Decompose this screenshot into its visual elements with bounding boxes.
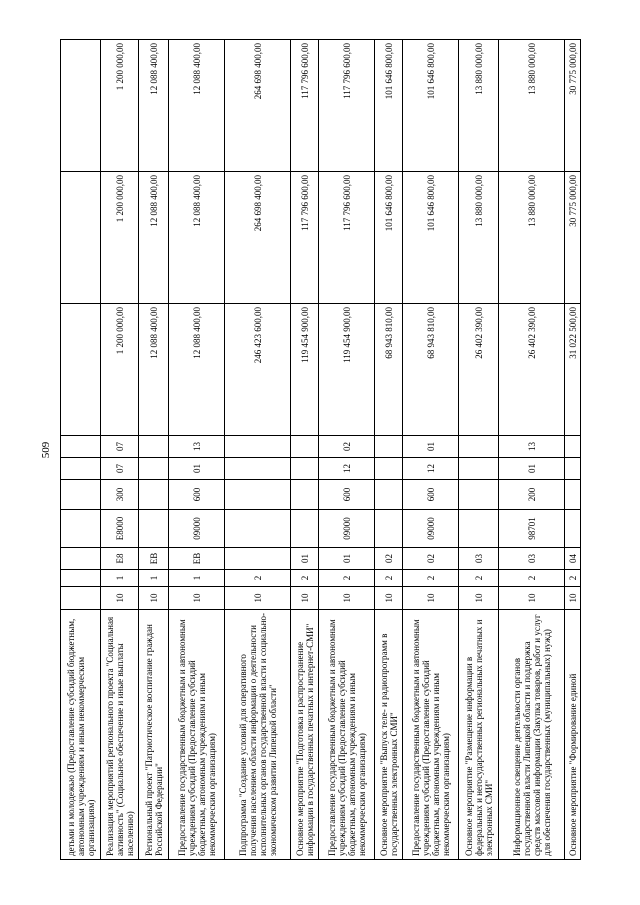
cell-subsection: 07 [101,436,139,458]
cell-code-direction [139,510,169,548]
cell-code-program: 10 [499,587,565,610]
cell-expense-type [565,480,581,510]
cell-amount-year-2: 12 088 400,00 [139,172,169,304]
cell-amount-year-1 [61,304,101,436]
cell-code-subprogram: 2 [565,570,581,587]
cell-subsection [375,436,403,458]
cell-item-name: Информационное освещение деятельности органов государственной власти Липецкой области и поддержка средств массовой информации (Закупка товаров, работ и услуг для обеспечения государственных (муниципальных) нужд) [499,610,565,860]
cell-amount-year-3: 1 200 000,00 [101,40,139,172]
cell-code-subprogram: 1 [139,570,169,587]
cell-amount-year-1: 12 088 400,00 [139,304,169,436]
cell-expense-type: 600 [169,480,225,510]
cell-amount-year-3: 101 646 800,00 [403,40,459,172]
cell-amount-year-2: 117 796 600,00 [319,172,375,304]
cell-code-event [61,548,101,570]
cell-section: 12 [403,458,459,480]
cell-amount-year-2: 12 088 400,00 [169,172,225,304]
cell-code-direction [459,510,499,548]
rotated-page-content [60,40,580,860]
cell-subsection [225,436,291,458]
cell-expense-type [225,480,291,510]
cell-section: 07 [101,458,139,480]
cell-expense-type [375,480,403,510]
cell-amount-year-3: 101 646 800,00 [375,40,403,172]
cell-amount-year-3: 117 796 600,00 [291,40,319,172]
cell-subsection [291,436,319,458]
cell-amount-year-3: 117 796 600,00 [319,40,375,172]
cell-code-program: 10 [319,587,375,610]
cell-item-name: Предоставление государственным бюджетным и автономным учреждениям субсидий (Предоставление субсидий бюджетным, автономным учреждениям и иным некоммерческим организациям) [403,610,459,860]
cell-amount-year-1: 31 022 500,00 [565,304,581,436]
cell-item-name: детьми и молодежью (Предоставление субсидий бюджетным, автономным учреждениям и иным некоммерческим организациям) [61,610,101,860]
cell-amount-year-1: 1 200 000,00 [101,304,139,436]
cell-code-direction [375,510,403,548]
table-row [291,40,319,860]
cell-amount-year-2: 117 796 600,00 [291,172,319,304]
cell-amount-year-2: 13 880 000,00 [499,172,565,304]
cell-subsection [139,436,169,458]
cell-code-direction: 09000 [403,510,459,548]
cell-code-event: 03 [499,548,565,570]
table-row [459,40,499,860]
table-row [101,40,139,860]
cell-subsection [565,436,581,458]
cell-amount-year-3 [61,40,101,172]
cell-amount-year-2: 101 646 800,00 [403,172,459,304]
cell-amount-year-3: 264 698 400,00 [225,40,291,172]
table-row [61,40,101,860]
cell-code-program: 10 [139,587,169,610]
cell-expense-type: 200 [499,480,565,510]
cell-code-subprogram: 2 [375,570,403,587]
cell-section [225,458,291,480]
budget-table [60,39,581,860]
cell-code-event: 02 [375,548,403,570]
cell-subsection: 13 [169,436,225,458]
cell-code-subprogram: 2 [499,570,565,587]
cell-code-event: Е8 [101,548,139,570]
cell-code-event: 01 [291,548,319,570]
cell-expense-type: 600 [319,480,375,510]
cell-code-subprogram: 2 [319,570,375,587]
table-row [499,40,565,860]
cell-expense-type [139,480,169,510]
cell-section [565,458,581,480]
cell-code-subprogram: 2 [403,570,459,587]
cell-item-name: Основное мероприятие "Выпуск теле- и радиопрограмм в государственных электронных СМИ" [375,610,403,860]
cell-amount-year-1: 68 943 810,00 [403,304,459,436]
cell-amount-year-3: 30 775 000,00 [565,40,581,172]
cell-item-name: Основное мероприятие "Подготовка и распространение информации в государственных печатных и интернет-СМИ" [291,610,319,860]
cell-code-event: ЕВ [139,548,169,570]
cell-amount-year-1: 26 402 390,00 [499,304,565,436]
cell-code-program: 10 [169,587,225,610]
cell-item-name: Региональный проект "Патриотическое воспитание граждан Российской Федерации" [139,610,169,860]
cell-code-subprogram [61,570,101,587]
cell-amount-year-1: 68 943 810,00 [375,304,403,436]
cell-amount-year-2: 30 775 000,00 [565,172,581,304]
cell-code-direction: Е8000 [101,510,139,548]
cell-code-direction [291,510,319,548]
cell-section [139,458,169,480]
cell-amount-year-2: 101 646 800,00 [375,172,403,304]
cell-expense-type [61,480,101,510]
budget-table-body [61,40,581,860]
table-row [319,40,375,860]
cell-code-event: 02 [403,548,459,570]
cell-subsection: 02 [319,436,375,458]
cell-code-program [61,587,101,610]
cell-section [291,458,319,480]
table-row [565,40,581,860]
cell-expense-type [459,480,499,510]
cell-section: 12 [319,458,375,480]
cell-section [459,458,499,480]
cell-item-name: Основное мероприятие "Размещение информации в федеральных и негосударственных региональных печатных и электронных СМИ" [459,610,499,860]
cell-code-program: 10 [375,587,403,610]
cell-section [61,458,101,480]
cell-code-direction [225,510,291,548]
cell-item-name: Основное мероприятие "Формирование единой [565,610,581,860]
cell-code-event: ЕВ [169,548,225,570]
table-row [139,40,169,860]
cell-code-direction: 98701 [499,510,565,548]
table-row [403,40,459,860]
cell-code-event [225,548,291,570]
cell-amount-year-3: 12 088 400,00 [139,40,169,172]
cell-code-subprogram: 2 [225,570,291,587]
cell-expense-type: 300 [101,480,139,510]
cell-subsection [61,436,101,458]
cell-amount-year-3: 13 880 000,00 [499,40,565,172]
cell-code-subprogram: 1 [169,570,225,587]
cell-item-name: Предоставление государственным бюджетным и автономным учреждениям субсидий (Предоставление субсидий бюджетным, автономным учреждениям и иным некоммерческим организациям) [169,610,225,860]
cell-code-program: 10 [459,587,499,610]
cell-amount-year-2: 1 200 000,00 [101,172,139,304]
cell-expense-type [291,480,319,510]
cell-section: 01 [499,458,565,480]
cell-amount-year-3: 12 088 400,00 [169,40,225,172]
cell-code-program: 10 [403,587,459,610]
cell-amount-year-1: 12 088 400,00 [169,304,225,436]
cell-amount-year-1: 26 402 390,00 [459,304,499,436]
cell-item-name: Реализация мероприятий регионального проекта "Социальная активность" (Социальное обеспечение и иные выплаты населению) [101,610,139,860]
cell-code-subprogram: 2 [291,570,319,587]
cell-code-event: 04 [565,548,581,570]
cell-amount-year-2 [61,172,101,304]
cell-code-direction [565,510,581,548]
cell-code-program: 10 [565,587,581,610]
cell-amount-year-3: 13 880 000,00 [459,40,499,172]
cell-code-program: 10 [101,587,139,610]
cell-amount-year-2: 13 880 000,00 [459,172,499,304]
cell-subsection [459,436,499,458]
cell-section [375,458,403,480]
cell-item-name: Подпрограмма "Создание условий для оперативного получения населением области информации о деятельности исполнительных органов государственной власти и социально-экономическом развитии Липецкой области" [225,610,291,860]
cell-amount-year-1: 119 454 900,00 [319,304,375,436]
cell-code-event: 03 [459,548,499,570]
cell-amount-year-1: 246 423 600,00 [225,304,291,436]
cell-code-subprogram: 1 [101,570,139,587]
cell-expense-type: 600 [403,480,459,510]
cell-code-direction: 09000 [169,510,225,548]
cell-code-program: 10 [291,587,319,610]
cell-section: 01 [169,458,225,480]
cell-subsection: 01 [403,436,459,458]
cell-subsection: 13 [499,436,565,458]
cell-code-event: 01 [319,548,375,570]
cell-code-direction: 09000 [319,510,375,548]
cell-amount-year-2: 264 698 400,00 [225,172,291,304]
cell-code-direction [61,510,101,548]
cell-amount-year-1: 119 454 900,00 [291,304,319,436]
table-row [169,40,225,860]
cell-item-name: Предоставление государственным бюджетным и автономным учреждениям субсидий (Предоставление субсидий бюджетным, автономным учреждениям и иным некоммерческим организациям) [319,610,375,860]
table-row [375,40,403,860]
table-row [225,40,291,860]
cell-code-program: 10 [225,587,291,610]
page-number: 509 [40,441,52,459]
cell-code-subprogram: 2 [459,570,499,587]
